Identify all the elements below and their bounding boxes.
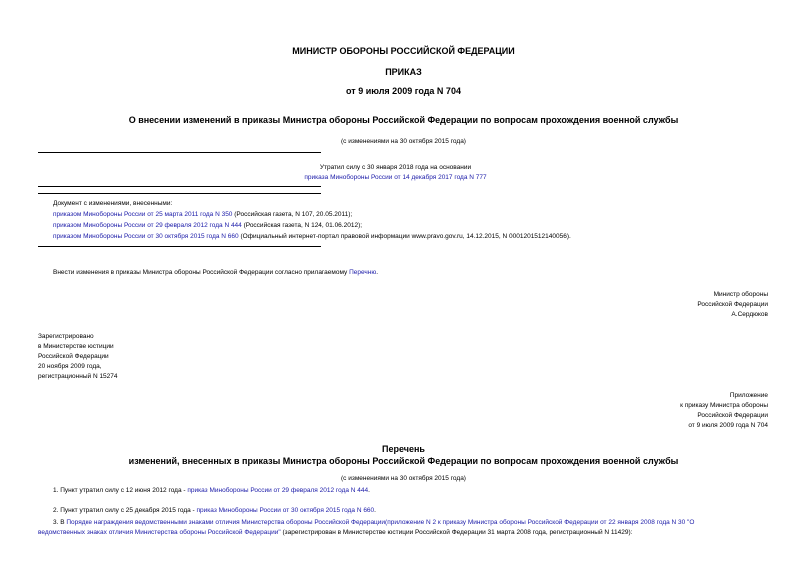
void-order-link[interactable]: приказа Минобороны России от 14 декабря 2017 года N 777 bbox=[304, 174, 487, 181]
registration-line: Российской Федерации bbox=[38, 353, 109, 360]
registration-date: 20 ноября 2009 года, bbox=[38, 363, 102, 370]
appendix-date: от 9 июля 2009 года N 704 bbox=[688, 422, 768, 429]
body-text-end: . bbox=[376, 269, 379, 276]
changes-item-source: (Российская газета, N 107, 20.05.2011); bbox=[232, 211, 353, 218]
changes-item-source: (Российская газета, N 124, 01.06.2012); bbox=[241, 222, 363, 229]
ministry-heading: МИНИСТР ОБОРОНЫ РОССИЙСКОЙ ФЕДЕРАЦИИ bbox=[292, 46, 515, 56]
changes-item-source: (Официальный интернет-портал правовой информации www.pravo.gov.ru, 14.12.2015, N 0001201512140056). bbox=[238, 233, 571, 240]
list-item-end: . bbox=[374, 507, 376, 514]
list-item-link[interactable]: приказ Минобороны России от 29 февраля 2012 года N 444 bbox=[187, 487, 369, 494]
divider bbox=[38, 152, 321, 153]
appendix-line: к приказу Министра обороны bbox=[680, 402, 768, 409]
body-text: Внести изменения в приказы Министра обороны Российской Федерации согласно прилагаемому bbox=[53, 269, 350, 276]
void-notice-text: Утратил силу с 30 января 2018 года на основании bbox=[319, 164, 472, 171]
doc-title: О внесении изменений в приказы Министра обороны Российской Федерации по вопросам прохождения военной службы bbox=[128, 115, 679, 125]
registration-line: Зарегистрировано bbox=[38, 333, 94, 340]
list-item-end: . bbox=[368, 487, 370, 494]
void-notice-link-wrap bbox=[0, 173, 799, 183]
list-item-text: 1. Пункт утратил силу с 12 июня 2012 года - bbox=[53, 487, 188, 494]
order-appendix-link[interactable]: (приложение N 2 к приказу Министра обороны Российской Федерации от 22 января 2008 года N 30 "О bbox=[385, 519, 695, 526]
list-item-number: 3. В bbox=[53, 519, 67, 526]
revision-note: (с изменениями на 30 октября 2015 года) bbox=[341, 138, 466, 145]
appendix-line: Российской Федерации bbox=[697, 412, 768, 419]
order-appendix-link-cont[interactable]: ведомственных знаках отличия Министерства обороны Российской Федерации" bbox=[38, 529, 281, 536]
list-item-continuation bbox=[38, 528, 632, 538]
signature-position: Министр обороны bbox=[713, 291, 768, 298]
divider bbox=[38, 193, 321, 194]
list-item-text: (зарегистрирован в Министерстве юстиции Российской Федерации 31 марта 2008 года, регистрационный N 11429): bbox=[280, 529, 633, 536]
signature-country: Российской Федерации bbox=[697, 301, 768, 308]
appendix-block bbox=[468, 391, 768, 431]
signature-block bbox=[468, 290, 768, 320]
registration-line: в Министерстве юстиции bbox=[38, 343, 114, 350]
doc-type-heading: ПРИКАЗ bbox=[385, 67, 422, 77]
list-item-text: 2. Пункт утратил силу с 25 декабря 2015 года - bbox=[53, 507, 197, 514]
list-item bbox=[53, 518, 694, 528]
body-paragraph bbox=[53, 268, 378, 278]
list-revision-note: (с изменениями на 30 октября 2015 года) bbox=[341, 475, 466, 482]
changes-item-link[interactable]: приказом Минобороны России от 25 марта 2011 года N 350 bbox=[53, 211, 233, 218]
divider bbox=[38, 246, 321, 247]
appendix-label: Приложение bbox=[729, 392, 768, 399]
changes-item bbox=[53, 210, 352, 220]
list-item bbox=[53, 486, 370, 496]
list-item-link[interactable]: приказ Минобороны России от 30 октября 2015 года N 660 bbox=[196, 507, 375, 514]
list-subtitle: изменений, внесенных в приказы Министра обороны Российской Федерации по вопросам прохождения военной службы bbox=[128, 456, 679, 466]
changes-intro: Документ с изменениями, внесенными: bbox=[53, 200, 173, 207]
changes-item-link[interactable]: приказом Минобороны России от 30 октября 2015 года N 660 bbox=[53, 233, 239, 240]
order-procedure-link[interactable]: Порядке награждения ведомственными знаками отличия Министерства обороны Российской Федерации bbox=[66, 519, 386, 526]
registration-number: регистрационный N 15274 bbox=[38, 373, 118, 380]
signature-name: А.Сердюков bbox=[731, 311, 768, 318]
changes-item bbox=[53, 221, 362, 231]
list-item bbox=[53, 506, 376, 516]
list-link[interactable]: Перечню bbox=[349, 269, 377, 276]
doc-date-number: от 9 июля 2009 года N 704 bbox=[346, 86, 461, 96]
registration-block bbox=[38, 332, 118, 382]
list-title: Перечень bbox=[382, 444, 425, 454]
changes-item-link[interactable]: приказом Минобороны России от 29 февраля 2012 года N 444 bbox=[53, 222, 242, 229]
changes-item bbox=[53, 232, 571, 242]
divider bbox=[38, 186, 321, 187]
